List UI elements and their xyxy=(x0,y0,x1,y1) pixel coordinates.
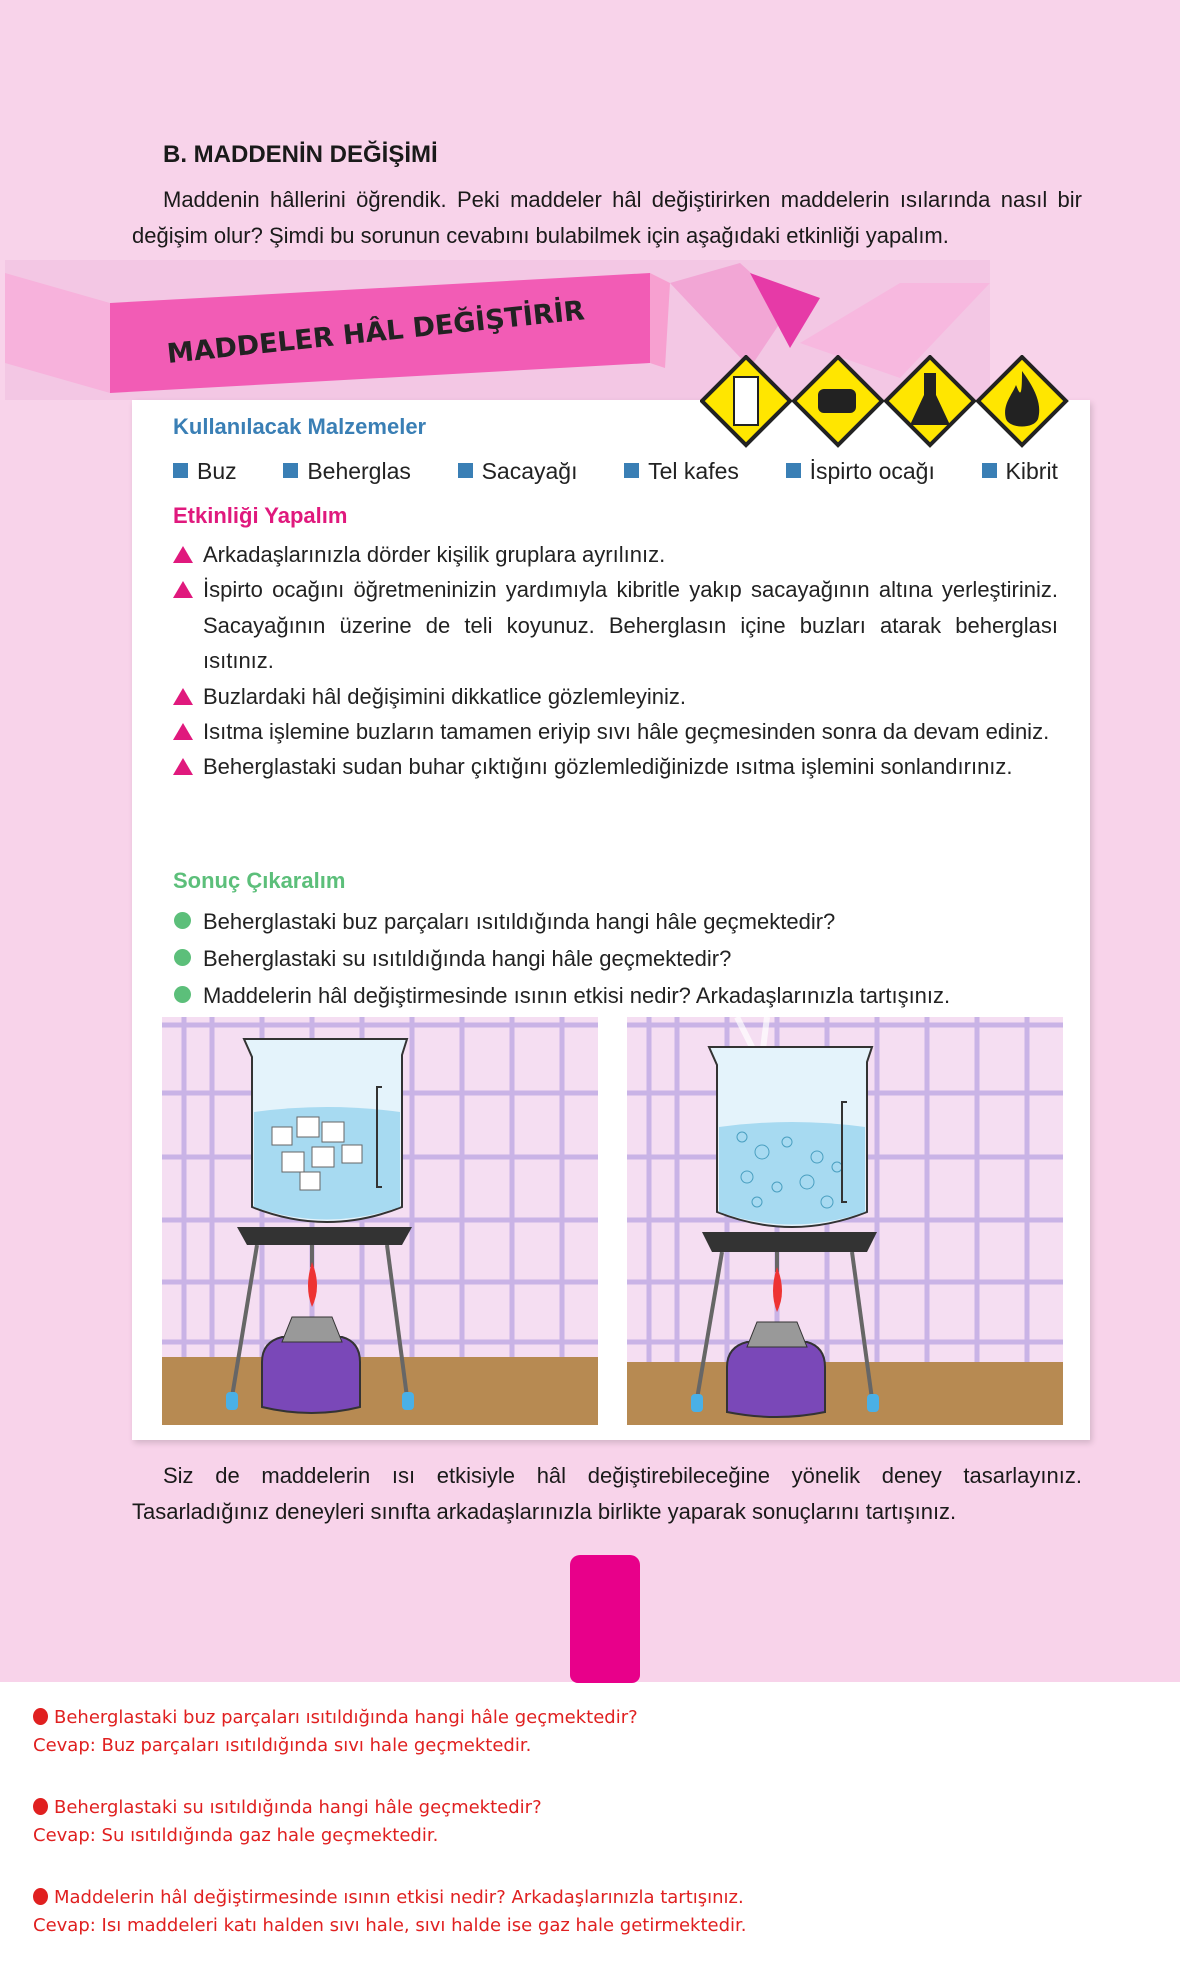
glove-icon xyxy=(794,357,882,445)
activity-step: Beherglastaki sudan buhar çıktığını gözlemlediğinizde ısıtma işlemini sonlandırınız. xyxy=(173,749,1058,784)
material-item: İspirto ocağı xyxy=(786,458,935,485)
fire-icon xyxy=(978,357,1066,445)
activity-step: İspirto ocağını öğretmeninizin yardımıyla kibritle yakıp sacayağının altına yerleştiriniz. Sacayağının üzerine de teli koyunuz. Beherglasın içine buzları atarak beherglası ısıtınız. xyxy=(173,572,1058,678)
page-tab xyxy=(570,1555,640,1683)
ice-beaker-illustration xyxy=(162,1017,598,1425)
conclusion-question: Beherglastaki buz parçaları ısıtıldığında hangi hâle geçmektedir? xyxy=(173,903,1058,940)
answer-block: Beherglastaki buz parçaları ısıtıldığında hangi hâle geçmektedir? Cevap: Buz parçaları ısıtıldığında sıvı hale geçmektedir. xyxy=(33,1707,638,1756)
lab-coat-icon xyxy=(702,357,790,445)
materials-title: Kullanılacak Malzemeler xyxy=(173,414,427,439)
material-item: Tel kafes xyxy=(624,458,739,485)
flask-hazard-icon xyxy=(886,357,974,445)
conclusion-title: Sonuç Çıkaralım xyxy=(173,868,346,893)
bullet-icon xyxy=(33,1708,48,1725)
conclusion-question: Maddelerin hâl değiştirmesinde ısının etkisi nedir? Arkadaşlarınızla tartışınız. xyxy=(173,977,1058,1014)
activity-steps xyxy=(173,537,1058,785)
bullet-icon xyxy=(33,1798,48,1815)
section-title: B. MADDENİN DEĞİŞİMİ xyxy=(163,141,438,168)
activity-title: Etkinliği Yapalım xyxy=(173,503,348,528)
material-item: Kibrit xyxy=(982,458,1058,485)
answer-block: Maddelerin hâl değiştirmesinde ısının etkisi nedir? Arkadaşlarınızla tartışınız. Cevap: Isı maddeleri katı halden sıvı hale, sıvı halde ise gaz hale getirmektedir. xyxy=(33,1887,747,1936)
safety-icons xyxy=(700,355,1080,450)
answers-section xyxy=(33,1704,747,1974)
conclusion-questions xyxy=(173,903,1058,1014)
activity-step: Arkadaşlarınızla dörder kişilik gruplara ayrılınız. xyxy=(173,537,1058,572)
activity-step: Isıtma işlemine buzların tamamen eriyip sıvı hâle geçmesinden sonra da devam ediniz. xyxy=(173,714,1058,749)
material-item: Buz xyxy=(173,458,237,485)
activity-step: Buzlardaki hâl değişimini dikkatlice gözlemleyiniz. xyxy=(173,679,1058,714)
materials-list xyxy=(173,458,1058,485)
bullet-icon xyxy=(33,1888,48,1905)
intro-paragraph: Maddenin hâllerini öğrendik. Peki maddeler hâl değiştirirken maddelerin ısılarında nasıl bir değişim olur? Şimdi bu sorunun cevabını bulabilmek için aşağıdaki etkinliği yapalım. xyxy=(132,187,1082,248)
material-item: Beherglas xyxy=(283,458,411,485)
banner-title: MADDELER HÂL DEĞİŞTİRİR xyxy=(165,295,587,370)
answer-block: Beherglastaki su ısıtıldığında hangi hâle geçmektedir? Cevap: Su ısıtıldığında gaz hale geçmektedir. xyxy=(33,1797,542,1846)
boiling-beaker-illustration xyxy=(627,1017,1063,1425)
material-item: Sacayağı xyxy=(458,458,578,485)
closing-paragraph: Siz de maddelerin ısı etkisiyle hâl değiştirebileceğine yönelik deney tasarlayınız. Tasarladığınız deneyleri sınıfta arkadaşlarınızla birlikte yaparak sonuçlarını tartışınız. xyxy=(132,1463,1082,1524)
conclusion-question: Beherglastaki su ısıtıldığında hangi hâle geçmektedir? xyxy=(173,940,1058,977)
